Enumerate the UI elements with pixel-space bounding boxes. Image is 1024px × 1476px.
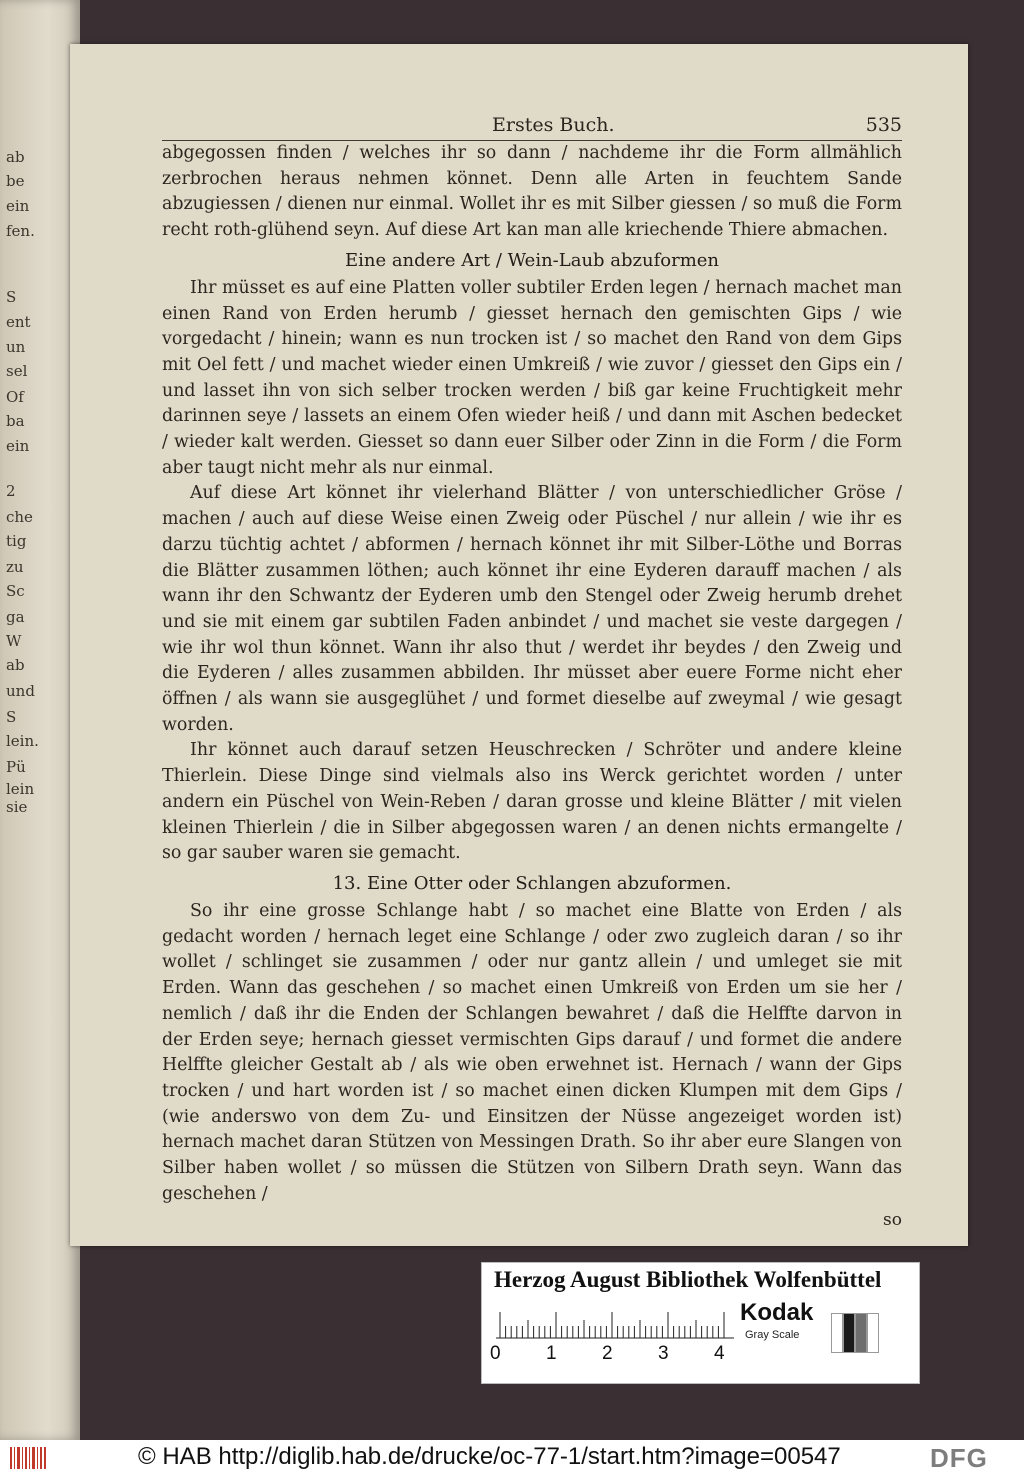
paragraph: So ihr eine grosse Schlange habt / so machet eine Blatte von Erden / als gedacht worden / hernach leget eine Schlange / oder zwo zugleich daran / so ihr wollet / schlinget sie zusammen / oder nur gantz allein / und umleget sie mit Erden. Wann das geschehen / so machet einen Umkreiß von Erden um sie her / nemlich / daß ihr die Enden der Schlangen bewahret / daß die Helffte darvon in der Erden seye; hernach giesset vermischten Gips darauf / und formet die andere Helffte gleicher Gestalt ab / als wie oben erwehnet ist. Hernach / wann der Gips trocken / und hart worden ist / so machet einen dicken Klumpen mit dem Gips / (wie anderswo von dem Zu- und Einsitzen der Nüsse angezeiget worden ist) hernach machet daran Stützen von Messingen Drath. So ihr aber eure Slangen von Silber haben wollet / so müssen die Stützen von Silbern Drath seyn. Wann das geschehen / (162, 900, 902, 1204)
gray-patch (867, 1313, 879, 1353)
facing-page-fragment: ent (6, 313, 31, 331)
facing-page-fragment: che (6, 508, 33, 526)
ruler-number: 2 (602, 1343, 613, 1364)
page-number: 535 (865, 114, 902, 136)
ruler-number: 3 (658, 1343, 669, 1364)
ruler-number: 0 (490, 1343, 501, 1364)
facing-page-fragment: ab (6, 656, 25, 674)
book-page (70, 44, 968, 1246)
paragraph: Auf diese Art könnet ihr vielerhand Blätter / von unterschiedlicher Gröse / machen / auch auf diese Weise einen Zweig oder Püschel / nur allein / wie ihr es darzu tüchtig achtet / abformen / hernach könnet ihr mit Silber-Löthe und Borras die Blätter zusammen löthen; auch könnet ihr eine Eyderen darauff machen / als wann ihr den Schwantz der Eyderen umb den Stengel oder Zweig herumb drehet und sie mit einem gar subtilen Faden anbindet / und machet sie veste dargegen / wie ihr wol thun könnet. Wann ihr also thut / werdet ihr beydes / den Zweig und die Eyderen / alles zusammen abbilden. Ihr müsset aber euere Forme nicht eher öffnen / als wann sie ausgeglühet / und formet dieselbe auf zweymal / wie gesagt worden. (162, 483, 902, 735)
facing-page-fragment: ein (6, 197, 30, 215)
ruler-scale (492, 1307, 738, 1339)
facing-page-fragment: ba (6, 412, 25, 430)
facing-page-fragment: un (6, 338, 26, 356)
section-heading: Eine andere Art / Wein-Laub abzuformen (344, 249, 720, 271)
facing-page-edge (0, 0, 80, 1440)
facing-page-fragment: ein (6, 437, 30, 455)
ruler-numbers (490, 1343, 750, 1369)
barcode-icon (8, 1444, 48, 1472)
facing-page-fragment: fen. (6, 222, 35, 240)
footer-bar (0, 1440, 1024, 1476)
gray-scale-label: Gray Scale (745, 1329, 800, 1341)
facing-page-fragment: ga (6, 608, 25, 626)
dfg-logo: DFG (930, 1443, 988, 1473)
facing-page-fragment: lein (6, 780, 35, 798)
facing-page-fragment: tig (6, 532, 27, 550)
gray-patch (831, 1313, 843, 1353)
running-head (162, 114, 902, 141)
running-title: Erstes Buch. (492, 114, 615, 136)
paragraph: abgegossen finden / welches ihr so dann / nachdeme ihr die Form allmählich zerbrochen heraus nehmen könnet. Denn alle Arten in feuchtem Sande abzugiessen / dienen nur einmal. Wollet ihr es mit Silber giessen / so muß die Form recht roth-glühend seyn. Auf diese Art kan man alle kriechende Thiere abmachen. (162, 143, 902, 241)
section-heading: 13. Eine Otter oder Schlangen abzuformen. (332, 872, 732, 894)
facing-page-fragment: Sc (6, 582, 25, 600)
facing-page-fragment: Of (6, 388, 24, 406)
gray-patch (855, 1313, 867, 1353)
page-body (162, 141, 902, 1207)
facing-page-fragment: be (6, 172, 25, 190)
facing-page-fragment: ab (6, 148, 25, 166)
library-label-card (481, 1262, 920, 1384)
facing-page-fragment: Pü (6, 758, 26, 776)
kodak-logo: Kodak (740, 1299, 814, 1326)
facing-page-fragment: 2 (6, 482, 16, 500)
library-name: Herzog August Bibliothek Wolfenbüttel (494, 1267, 882, 1292)
ruler-number: 4 (714, 1343, 725, 1364)
paragraph: Ihr könnet auch darauf setzen Heuschrecken / Schröter und andere kleine Thierlein. Diese Dinge sind vielmals also ins Werck gerichtet worden / unter andern ein Püschel von Wein-Reben / daran grosse und kleine Blätter / mit vielen kleinen Thierlein / die in Silber abgegossen waren / an denen nichts ermangelte / so gar sauber waren sie gemacht. (162, 740, 902, 864)
facing-page-fragment: W (6, 632, 22, 650)
page-text-block (162, 114, 902, 1231)
catchword: so (883, 1210, 902, 1231)
facing-page-fragment: S (6, 288, 17, 306)
facing-page-fragment: und (6, 682, 35, 700)
facing-page-fragment: lein. (6, 732, 39, 750)
gray-scale-patches (831, 1313, 879, 1353)
facing-page-fragment: S (6, 708, 17, 726)
facing-page-fragment: sie (6, 798, 28, 816)
facing-page-fragment: zu (6, 558, 24, 576)
gray-patch (843, 1313, 855, 1353)
facing-page-fragment: sel (6, 362, 28, 380)
source-url[interactable]: © HAB http://diglib.hab.de/drucke/oc-77-1/start.htm?image=00547 (138, 1443, 841, 1470)
ruler-number: 1 (546, 1343, 557, 1364)
paragraph: Ihr müsset es auf eine Platten voller subtiler Erden legen / hernach machet man einen Rand von Erden herumb / giesset hernach den gemischten Gips / wie vorgedacht / hinein; wann es nun trocken ist / so machet den Rand von dem Gips mit Oel fett / und machet wieder einen Umkreiß / wie zuvor / giesset den Gips ein / und lasset ihn von sich selber trocken werden / biß gar keine Fruchtigkeit mehr darinnen seye / lassets an einem Ofen wieder heiß / und dann mit Aschen bedecket / wieder kalt werden. Giesset so dann euer Silber oder Zinn in die Form / die Form aber taugt nicht mehr als nur einmal. (162, 277, 902, 478)
